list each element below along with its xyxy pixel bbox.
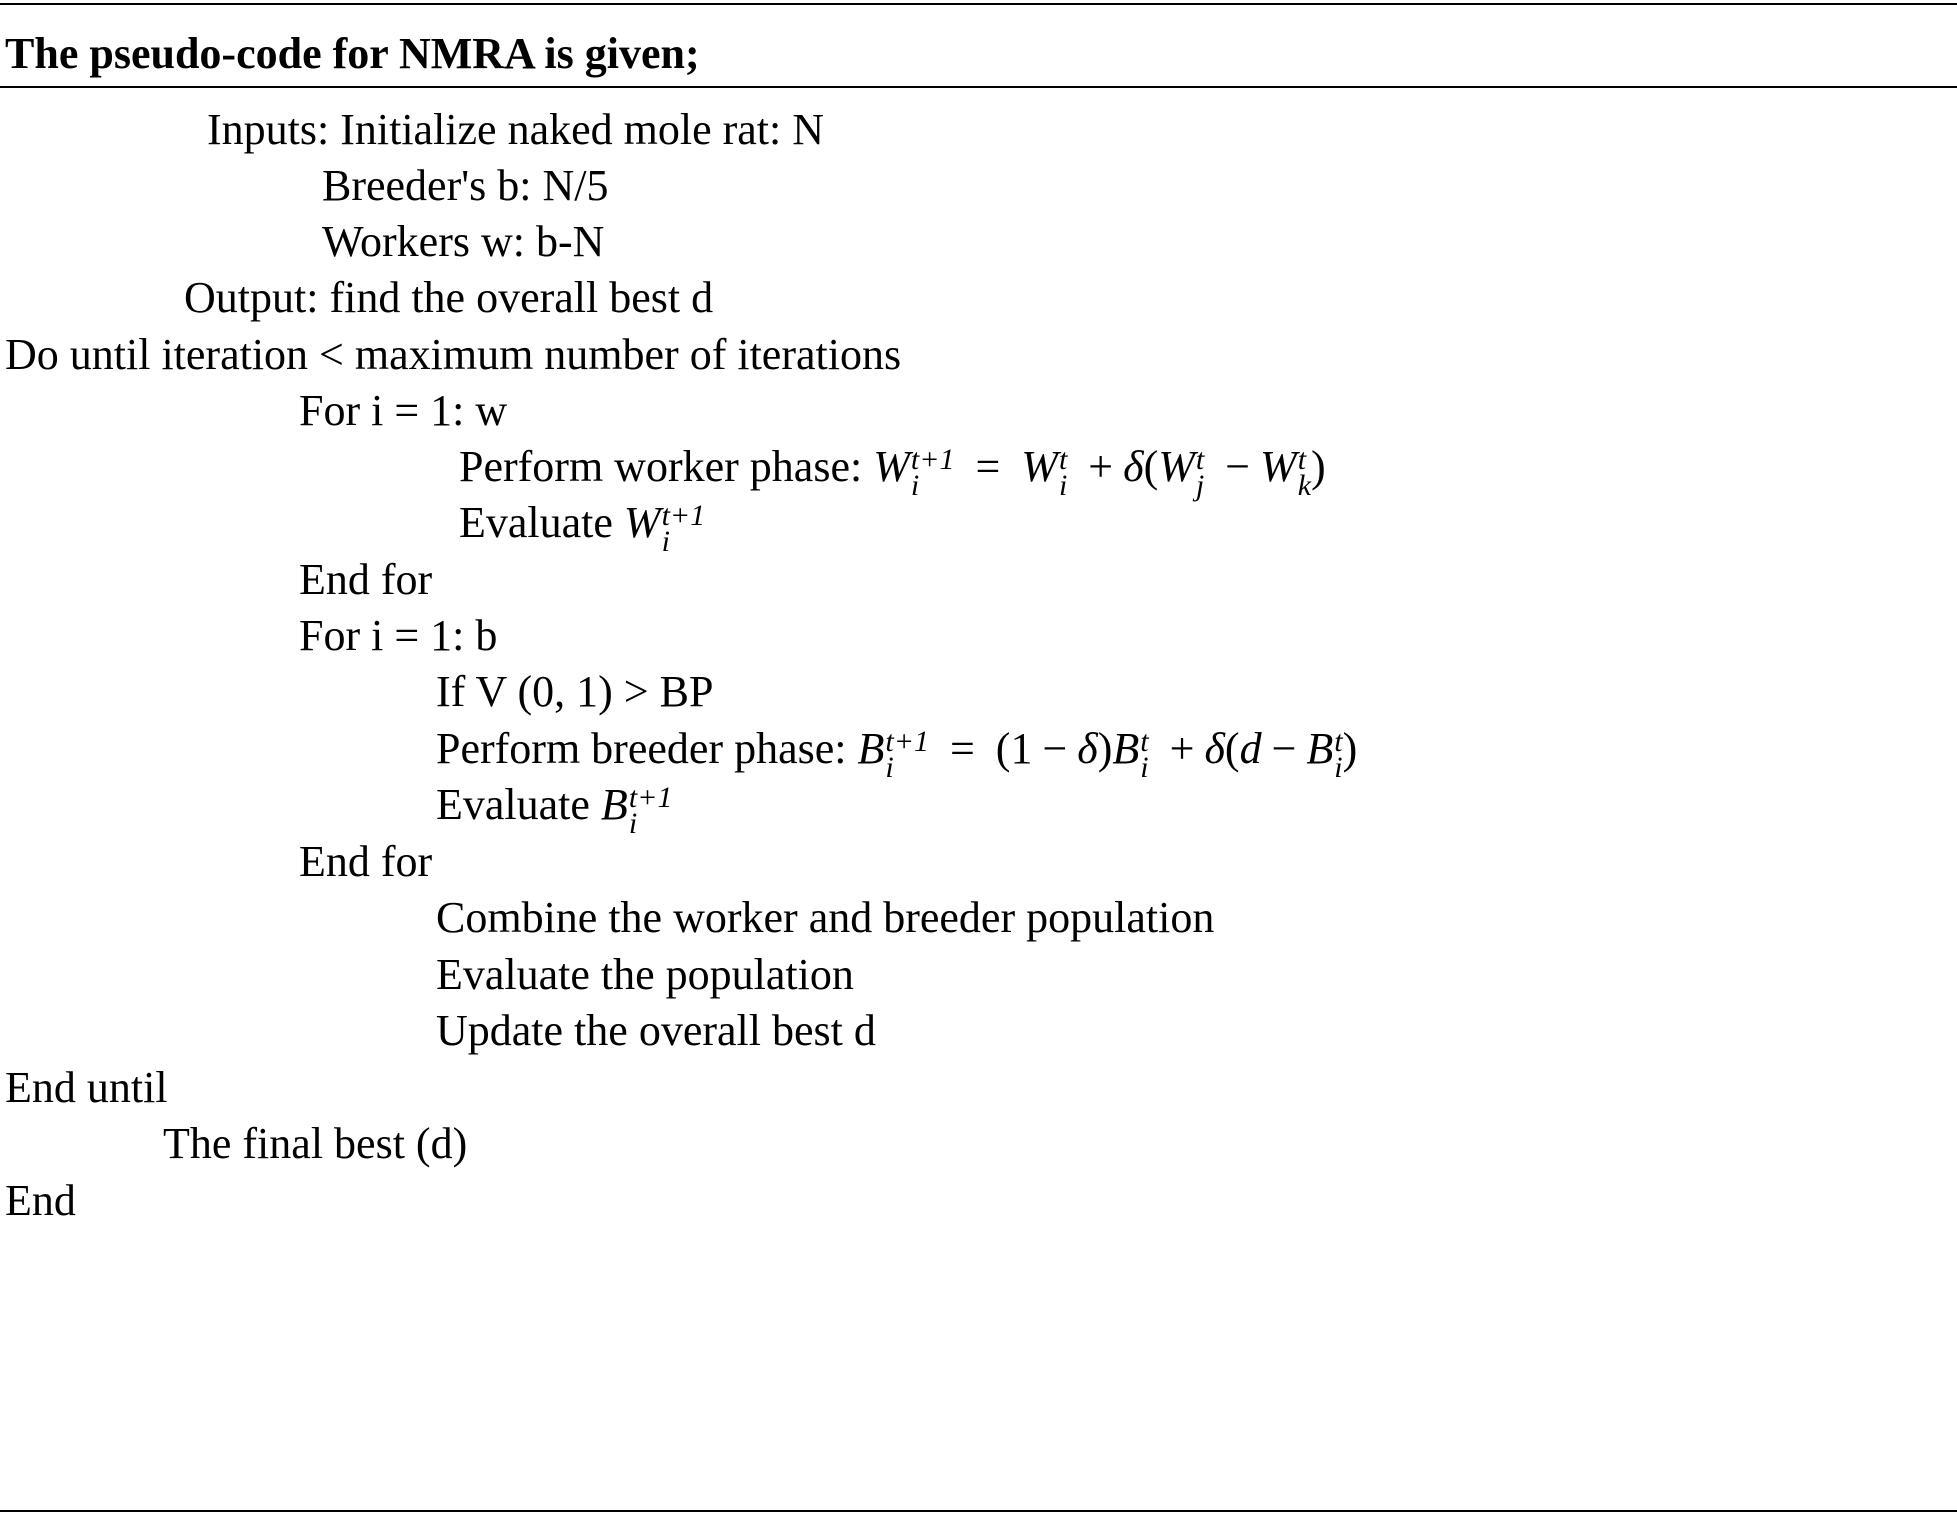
if-condition-line: If V (0, 1) > BP [436,667,714,716]
evaluate-breeder-symbol: B t+1 i [600,780,673,840]
breeder-phase-equation: B t+1 i = (1 − δ)B t i + δ(d − B t i ) [857,724,1358,784]
worker-phase-equation: W t+1 i = W t i + δ(W t j − W t k ) [873,442,1326,502]
end-for-breeder-line: End for [299,837,433,886]
combine-line: Combine the worker and breeder population [436,893,1215,942]
breeder-phase-label: Perform breeder phase: [436,724,847,773]
evaluate-population-line: Evaluate the population [436,950,854,999]
for-worker-line: For i = 1: w [299,386,508,435]
do-until-line: Do until iteration < maximum number of iterations [5,330,902,379]
update-best-line: Update the overall best d [436,1006,876,1055]
evaluate-worker-label: Evaluate [459,498,613,547]
output-line: Output: find the overall best d [184,273,714,322]
end-until-line: End until [5,1063,168,1112]
table-title: The pseudo-code for NMRA is given; [5,29,700,78]
evaluate-breeder-line [436,777,673,840]
evaluate-worker-line [459,495,706,558]
worker-phase-line [459,439,1326,502]
bottom-rule [0,1510,1957,1512]
end-for-worker-line: End for [299,555,433,604]
inputs-line: Inputs: Initialize naked mole rat: N [207,105,825,154]
final-best-line: The final best (d) [163,1119,468,1168]
header-rule [0,86,1957,88]
for-breeder-line: For i = 1: b [299,611,498,660]
evaluate-breeder-label: Evaluate [436,780,590,829]
breeder-phase-line [436,721,1358,784]
worker-phase-label: Perform worker phase: [459,442,863,491]
workers-line: Workers w: b-N [322,217,605,266]
top-rule [0,3,1957,5]
breeders-line: Breeder's b: N/5 [322,161,609,210]
evaluate-worker-symbol: W t+1 i [623,498,706,558]
end-line: End [5,1176,76,1225]
